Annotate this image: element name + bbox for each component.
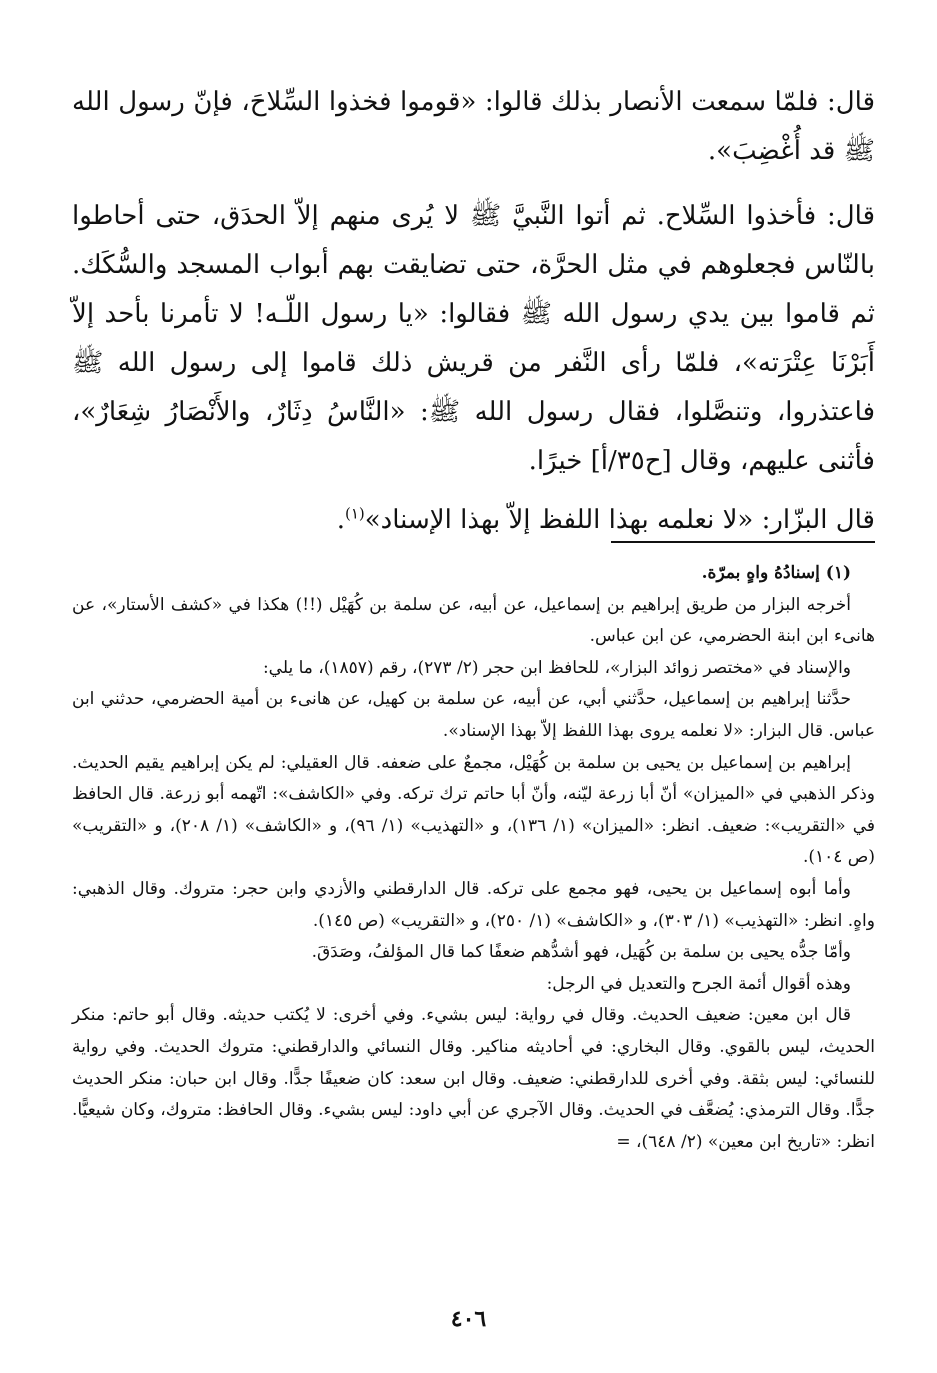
footnotes — [72, 558, 875, 1158]
main-paragraph-2: قال: فأخذوا السِّلاح. ثم أتوا النَّبيَّ ﷺ لا يُرى منهم إلاّ الحدَق، حتى أحاطوا بالنّاس فجعلوهم في مثل الحرَّة، حتى تضايقت بهم أبواب المسجد والسُّكَك. ثم قاموا بين يدي رسول الله ﷺ فقالوا: «يا رسول اللّـه! لا تأمرنا بأحد إلاّ أَبَرْنَا عِتْرَته»، فلمّا رأى النَّفر من قريش ذلك قاموا إلى رسول الله ﷺ فاعتذروا، وتنصَّلوا، فقال رسول الله ﷺ: «النَّاسُ دِثَارٌ، والأَنْصَارُ شِعَارٌ»، فأثنى عليهم، وقال [ح٣٥/أ] خيرًا. — [72, 201, 875, 476]
footnote-paragraph-4: إبراهيم بن إسماعيل بن يحيى بن سلمة بن كُهَيْل، مجمعٌ على ضعفه. قال العقيلي: لم يكن إبراهيم يقيم الحديث. وذكر الذهبي في «الميزان» أنّ أبا زرعة ليّنه، وأنّ أبا حاتم ترك تركه. وفي «الكاشف»: اتّهمه أبو زرعة. قال الحافظ في «التقريب»: ضعيف. انظر: «الميزان» (١/ ١٣٦)، و «التهذيب» (١/ ٩٦)، و «الكاشف» (١/ ٢٠٨)، و «التقريب» (ص ١٠٤). — [72, 752, 875, 868]
footnote-paragraph-3: حدَّثنا إبراهيم بن إسماعيل، حدَّثني أبي، عن أبيه، عن سلمة بن كهيل، عن هانىء بن أمية الحضرمي، حدثني ابن عباس. قال البزار: «لا نعلمه يروى بهذا اللفظ إلاّ بهذا الإسناد». — [72, 689, 875, 741]
page-number: ٤٠٦ — [450, 1306, 487, 1332]
main-text — [72, 78, 875, 545]
footnote-heading: (١) إسنادُهُ واهٍ بمرّة. — [701, 563, 851, 583]
footnote-paragraph-6: وأمّا جدُّه يحيى بن سلمة بن كُهَيل، فهو أشدُّهم ضعفًا كما قال المؤلفُ، وصَدَقَ. — [311, 942, 851, 963]
main-paragraph-3 — [72, 496, 875, 545]
footnote-paragraph-5: وأما أبوه إسماعيل بن يحيى، فهو مجمع على تركه. قال الدارقطني والأزدي وابن حجر: متروك. وقال الذهبي: واهٍ. انظر: «التهذيب» (١/ ٣٠٣)، و «الكاشف» (١/ ٢٥٠)، و «التقريب» (ص ١٤٥). — [72, 878, 875, 931]
footnote-separator — [611, 541, 875, 543]
main-paragraph-3-text: قال البزّار: «لا نعلمه بهذا اللفظ إلاّ بهذا الإسناد» — [364, 505, 875, 535]
main-paragraph-3-end: . — [336, 505, 345, 535]
footnote-marker: (١) — [344, 504, 365, 523]
main-paragraph-1: قال: فلمّا سمعت الأنصار بذلك قالوا: «قوموا فخذوا السِّلاحَ، فإنّ رسول الله ﷺ قد أُغْضِبَ». — [72, 87, 875, 166]
footnote-paragraph-2: والإسناد في «مختصر زوائد البزار»، للحافظ ابن حجر (٢/ ٢٧٣)، رقم (١٨٥٧)، ما يلي: — [262, 657, 851, 678]
footnote-paragraph-7: وهذه أقوال أئمة الجرح والتعديل في الرجل: — [546, 973, 851, 994]
footnote-paragraph-8: قال ابن معين: ضعيف الحديث. وقال في رواية: ليس بشيء. وفي أخرى: لا يُكتب حديثه. وقال أبو حاتم: منكر الحديث، ليس بالقوي. وقال البخاري: في أحاديثه مناكير. وقال النسائي والدارقطني: متروك الحديث. وفي رواية للنسائي: ليس بثقة. وفي أخرى للدارقطني: ضعيف. وقال ابن سعد: كان ضعيفًا جدًّا. وقال ابن حبان: منكر الحديث جدًّا. وقال الترمذي: يُضعَّف في الحديث. وقال الآجري عن أبي داود: ليس بشيء. وقال الحافظ: متروك، وكان شيعيًّا. انظر: «تاريخ ابن معين» (٢/ ٦٤٨)، = — [72, 1005, 875, 1152]
footnote-paragraph-1: أخرجه البزار من طريق إبراهيم بن إسماعيل، عن أبيه، عن سلمة بن كُهَيْل (!!) هكذا في «كشف الأستار»، عن هانىء ابن ابنة الحضرمي، عن ابن عباس. — [72, 594, 875, 647]
